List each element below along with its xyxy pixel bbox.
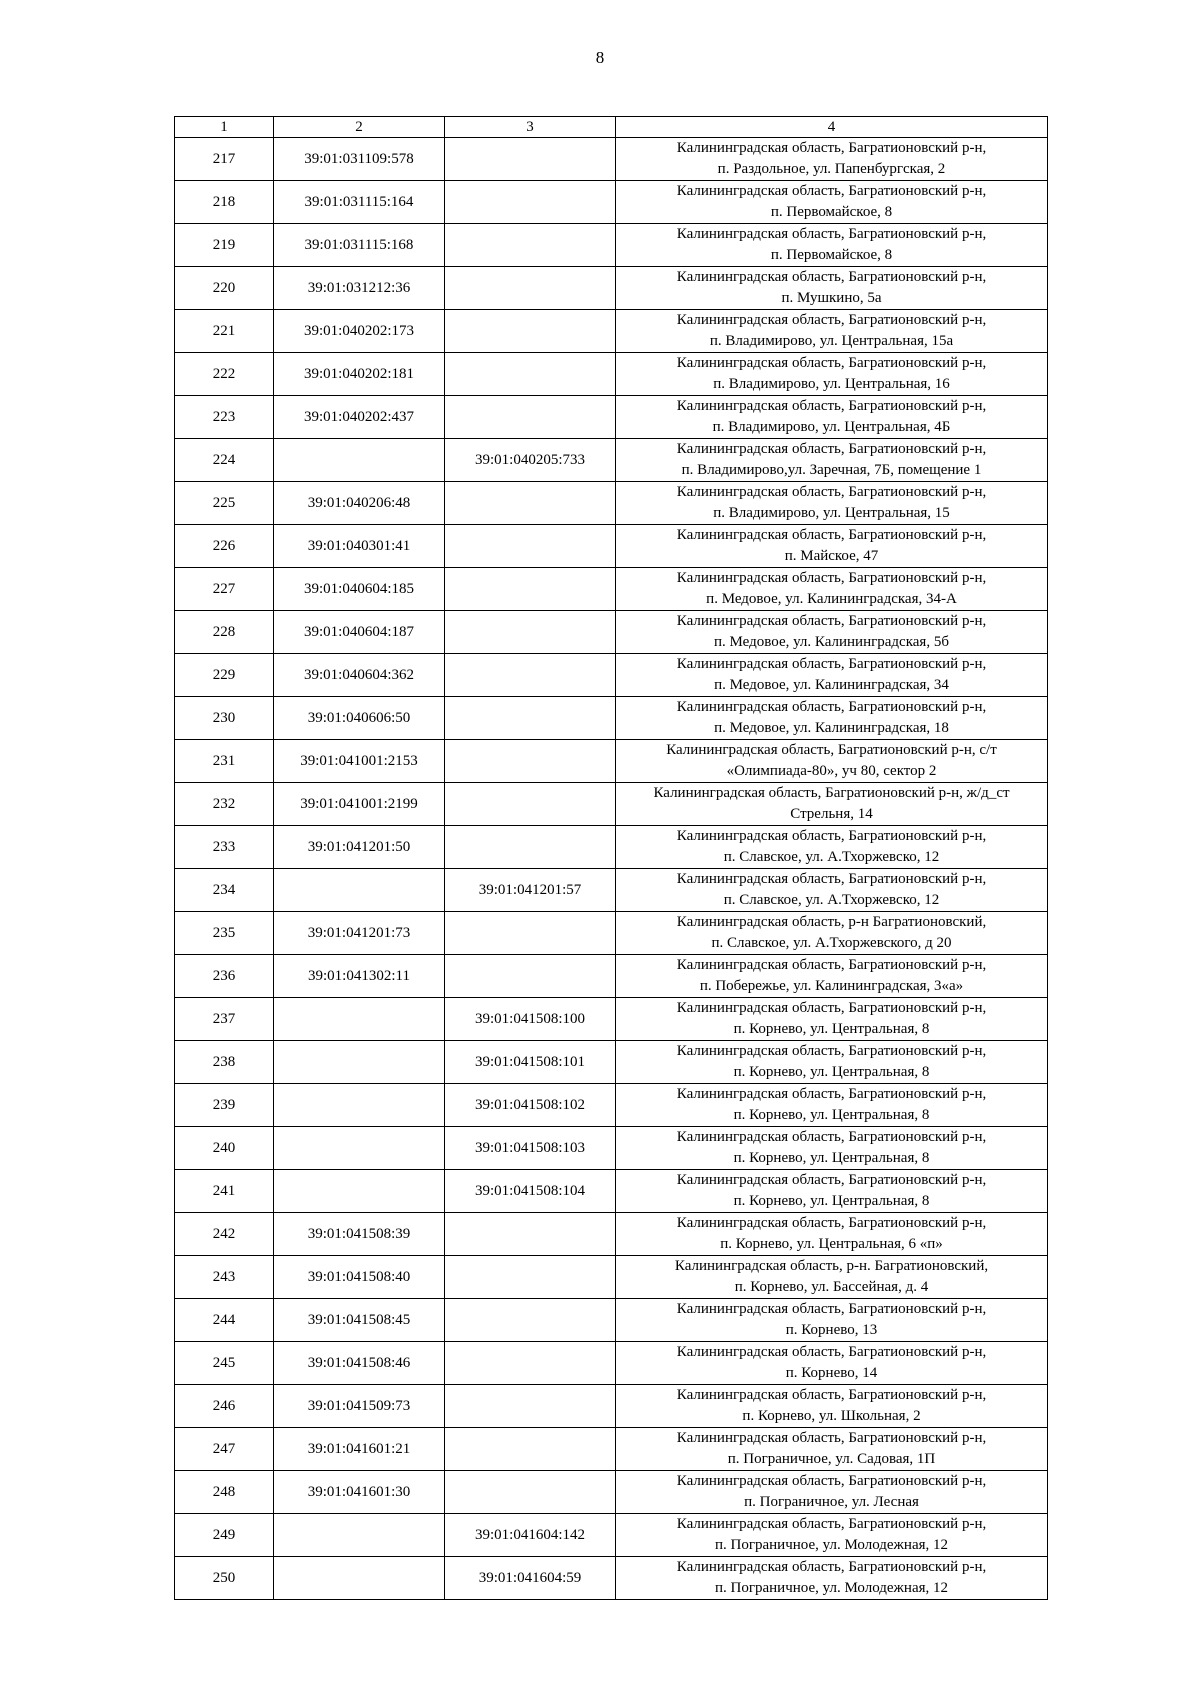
- premises-number-cell: [445, 912, 616, 955]
- table-row: [175, 1471, 1048, 1514]
- address-cell: [616, 181, 1048, 224]
- address-cell: [616, 912, 1048, 955]
- cadastral-number-cell: 39:01:040604:362: [274, 654, 445, 697]
- premises-number-cell: [445, 482, 616, 525]
- row-number-cell: 247: [175, 1428, 274, 1471]
- table-row: [175, 1557, 1048, 1600]
- table-row: [175, 912, 1048, 955]
- cadastral-number-cell: 39:01:040206:48: [274, 482, 445, 525]
- address-cell: [616, 1557, 1048, 1600]
- address-cell: [616, 783, 1048, 826]
- address-line-1: Калининградская область, Багратионовский р-н,: [676, 1516, 987, 1532]
- row-number-cell: 249: [175, 1514, 274, 1557]
- address-line-2: п. Побережье, ул. Калининградская, 3«а»: [699, 978, 964, 994]
- address-line-2: п. Славское, ул. А.Тхоржевского, д 20: [711, 935, 952, 951]
- table-row: [175, 439, 1048, 482]
- row-number-cell: 217: [175, 138, 274, 181]
- address-line-1: Калининградская область, Багратионовский р-н,: [676, 441, 987, 457]
- cadastral-number-cell: [274, 998, 445, 1041]
- cadastral-number-cell: [274, 869, 445, 912]
- table-row: [175, 697, 1048, 740]
- address-cell: [616, 525, 1048, 568]
- cadastral-number-cell: [274, 439, 445, 482]
- row-number-cell: 225: [175, 482, 274, 525]
- row-number-cell: 227: [175, 568, 274, 611]
- address-cell: [616, 1127, 1048, 1170]
- table-row: [175, 1299, 1048, 1342]
- cadastral-number-cell: [274, 1084, 445, 1127]
- table-row: [175, 1170, 1048, 1213]
- table-row: [175, 525, 1048, 568]
- cadastral-number-cell: 39:01:041201:73: [274, 912, 445, 955]
- row-number-cell: 245: [175, 1342, 274, 1385]
- address-line-2: п. Корнево, ул. Центральная, 8: [733, 1064, 930, 1080]
- row-number-cell: 240: [175, 1127, 274, 1170]
- table-row: [175, 869, 1048, 912]
- cadastral-number-cell: [274, 1557, 445, 1600]
- table-row: [175, 783, 1048, 826]
- premises-number-cell: [445, 181, 616, 224]
- address-line-2: п. Корнево, ул. Центральная, 8: [733, 1107, 930, 1123]
- address-cell: [616, 224, 1048, 267]
- premises-number-cell: [445, 697, 616, 740]
- premises-number-cell: [445, 1256, 616, 1299]
- address-line-2: «Олимпиада-80», уч 80, сектор 2: [726, 763, 937, 779]
- premises-number-cell: [445, 1385, 616, 1428]
- address-line-1: Калининградская область, Багратионовский р-н,: [676, 957, 987, 973]
- table-row: [175, 1342, 1048, 1385]
- address-line-1: Калининградская область, р-н. Багратионовский,: [674, 1258, 989, 1274]
- row-number-cell: 232: [175, 783, 274, 826]
- address-line-1: Калининградская область, Багратионовский р-н,: [676, 1559, 987, 1575]
- row-number-cell: 244: [175, 1299, 274, 1342]
- cadastral-number-cell: 39:01:041508:46: [274, 1342, 445, 1385]
- address-line-1: Калининградская область, Багратионовский р-н,: [676, 656, 987, 672]
- address-cell: [616, 1342, 1048, 1385]
- row-number-cell: 246: [175, 1385, 274, 1428]
- address-line-2: п. Медовое, ул. Калининградская, 34-А: [706, 591, 957, 607]
- address-cell: [616, 310, 1048, 353]
- premises-number-cell: [445, 654, 616, 697]
- table-row: [175, 611, 1048, 654]
- cadastral-number-cell: 39:01:041001:2153: [274, 740, 445, 783]
- row-number-cell: 242: [175, 1213, 274, 1256]
- address-line-1: Калининградская область, Багратионовский р-н,: [676, 1000, 987, 1016]
- cadastral-number-cell: [274, 1170, 445, 1213]
- table-row: [175, 740, 1048, 783]
- address-line-2: п. Корнево, ул. Центральная, 8: [733, 1193, 930, 1209]
- cadastral-number-cell: 39:01:041001:2199: [274, 783, 445, 826]
- address-cell: [616, 697, 1048, 740]
- address-line-1: Калининградская область, Багратионовский р-н,: [676, 1086, 987, 1102]
- cadastral-number-cell: 39:01:040604:187: [274, 611, 445, 654]
- row-number-cell: 250: [175, 1557, 274, 1600]
- address-line-2: п. Первомайское, 8: [770, 247, 893, 263]
- address-line-1: Калининградская область, Багратионовский р-н,: [676, 613, 987, 629]
- table-row: [175, 310, 1048, 353]
- address-line-1: Калининградская область, Багратионовский р-н, с/т: [666, 742, 997, 758]
- address-line-1: Калининградская область, Багратионовский р-н,: [676, 226, 987, 242]
- address-cell: [616, 1041, 1048, 1084]
- row-number-cell: 221: [175, 310, 274, 353]
- row-number-cell: 243: [175, 1256, 274, 1299]
- row-number-cell: 218: [175, 181, 274, 224]
- address-line-2: п. Корнево, 13: [785, 1322, 878, 1338]
- address-cell: [616, 1428, 1048, 1471]
- cadastral-number-cell: 39:01:031115:168: [274, 224, 445, 267]
- row-number-cell: 229: [175, 654, 274, 697]
- premises-number-cell: [445, 310, 616, 353]
- address-line-2: п. Корнево, ул. Центральная, 6 «п»: [720, 1236, 943, 1252]
- table-row: [175, 654, 1048, 697]
- address-line-1: Калининградская область, Багратионовский р-н,: [676, 1043, 987, 1059]
- table-row: [175, 482, 1048, 525]
- table-header-row: [175, 117, 1048, 138]
- premises-number-cell: 39:01:041508:102: [445, 1084, 616, 1127]
- premises-number-cell: [445, 353, 616, 396]
- premises-number-cell: [445, 1342, 616, 1385]
- address-line-2: п. Пограничное, ул. Садовая, 1П: [727, 1451, 936, 1467]
- address-line-1: Калининградская область, Багратионовский р-н,: [676, 1473, 987, 1489]
- cadastral-number-cell: 39:01:040202:181: [274, 353, 445, 396]
- column-header: 1: [175, 117, 274, 138]
- premises-number-cell: [445, 396, 616, 439]
- cadastral-number-cell: 39:01:031212:36: [274, 267, 445, 310]
- address-cell: [616, 1084, 1048, 1127]
- row-number-cell: 224: [175, 439, 274, 482]
- premises-number-cell: 39:01:041508:100: [445, 998, 616, 1041]
- address-line-2: п. Пограничное, ул. Молодежная, 12: [714, 1537, 949, 1553]
- address-line-1: Калининградская область, Багратионовский р-н,: [676, 527, 987, 543]
- premises-number-cell: 39:01:041508:104: [445, 1170, 616, 1213]
- address-line-2: п. Владимирово,ул. Заречная, 7Б, помещение 1: [681, 462, 982, 478]
- address-line-1: Калининградская область, Багратионовский р-н,: [676, 1344, 987, 1360]
- cadastral-number-cell: 39:01:040604:185: [274, 568, 445, 611]
- address-cell: [616, 1299, 1048, 1342]
- cadastral-table: [174, 116, 1048, 1600]
- row-number-cell: 238: [175, 1041, 274, 1084]
- premises-number-cell: [445, 525, 616, 568]
- address-line-2: п. Раздольное, ул. Папенбургская, 2: [717, 161, 946, 177]
- premises-number-cell: [445, 1471, 616, 1514]
- table-row: [175, 1514, 1048, 1557]
- address-line-2: Стрельня, 14: [790, 806, 873, 822]
- address-line-1: Калининградская область, Багратионовский р-н,: [676, 699, 987, 715]
- address-line-1: Калининградская область, Багратионовский р-н,: [676, 398, 987, 414]
- address-cell: [616, 998, 1048, 1041]
- address-line-1: Калининградская область, Багратионовский р-н,: [676, 355, 987, 371]
- cadastral-number-cell: 39:01:031109:578: [274, 138, 445, 181]
- cadastral-number-cell: 39:01:041601:21: [274, 1428, 445, 1471]
- address-line-1: Калининградская область, Багратионовский р-н,: [676, 828, 987, 844]
- address-cell: [616, 1256, 1048, 1299]
- address-line-1: Калининградская область, Багратионовский р-н,: [676, 269, 987, 285]
- row-number-cell: 230: [175, 697, 274, 740]
- address-line-2: п. Медовое, ул. Калининградская, 34: [714, 677, 949, 693]
- table-row: [175, 568, 1048, 611]
- address-cell: [616, 439, 1048, 482]
- address-cell: [616, 138, 1048, 181]
- address-line-2: п. Владимирово, ул. Центральная, 4Б: [712, 419, 951, 435]
- address-cell: [616, 482, 1048, 525]
- table-row: [175, 1041, 1048, 1084]
- table-row: [175, 396, 1048, 439]
- premises-number-cell: 39:01:041508:101: [445, 1041, 616, 1084]
- table-row: [175, 826, 1048, 869]
- address-cell: [616, 1385, 1048, 1428]
- address-line-2: п. Корнево, ул. Центральная, 8: [733, 1150, 930, 1166]
- address-line-2: п. Первомайское, 8: [770, 204, 893, 220]
- address-cell: [616, 1471, 1048, 1514]
- cadastral-number-cell: 39:01:041201:50: [274, 826, 445, 869]
- premises-number-cell: [445, 826, 616, 869]
- address-cell: [616, 1213, 1048, 1256]
- row-number-cell: 219: [175, 224, 274, 267]
- page-number: 8: [595, 48, 605, 67]
- table-row: [175, 181, 1048, 224]
- row-number-cell: 237: [175, 998, 274, 1041]
- address-line-2: п. Пограничное, ул. Молодежная, 12: [714, 1580, 949, 1596]
- address-line-2: п. Владимирово, ул. Центральная, 15а: [709, 333, 954, 349]
- row-number-cell: 222: [175, 353, 274, 396]
- cadastral-number-cell: 39:01:031115:164: [274, 181, 445, 224]
- premises-number-cell: [445, 267, 616, 310]
- premises-number-cell: 39:01:040205:733: [445, 439, 616, 482]
- column-header: 3: [445, 117, 616, 138]
- address-cell: [616, 740, 1048, 783]
- address-line-1: Калининградская область, Багратионовский р-н,: [676, 1172, 987, 1188]
- cadastral-number-cell: 39:01:041508:45: [274, 1299, 445, 1342]
- cadastral-number-cell: 39:01:041302:11: [274, 955, 445, 998]
- row-number-cell: 223: [175, 396, 274, 439]
- row-number-cell: 239: [175, 1084, 274, 1127]
- cadastral-number-cell: 39:01:040202:437: [274, 396, 445, 439]
- address-line-2: п. Славское, ул. А.Тхоржевско, 12: [723, 892, 940, 908]
- cadastral-number-cell: [274, 1127, 445, 1170]
- row-number-cell: 231: [175, 740, 274, 783]
- premises-number-cell: 39:01:041508:103: [445, 1127, 616, 1170]
- cadastral-number-cell: 39:01:041508:39: [274, 1213, 445, 1256]
- address-line-1: Калининградская область, Багратионовский р-н,: [676, 183, 987, 199]
- address-line-1: Калининградская область, Багратионовский р-н,: [676, 140, 987, 156]
- table-row: [175, 1084, 1048, 1127]
- address-line-2: п. Майское, 47: [784, 548, 879, 564]
- premises-number-cell: 39:01:041201:57: [445, 869, 616, 912]
- address-line-1: Калининградская область, р-н Багратионовский,: [676, 914, 987, 930]
- cadastral-number-cell: 39:01:040202:173: [274, 310, 445, 353]
- premises-number-cell: [445, 1299, 616, 1342]
- table-row: [175, 267, 1048, 310]
- address-line-2: п. Медовое, ул. Калининградская, 18: [714, 720, 949, 736]
- premises-number-cell: [445, 138, 616, 181]
- column-header: 2: [274, 117, 445, 138]
- premises-number-cell: [445, 1428, 616, 1471]
- address-line-1: Калининградская область, Багратионовский р-н,: [676, 871, 987, 887]
- row-number-cell: 241: [175, 1170, 274, 1213]
- column-header: 4: [616, 117, 1048, 138]
- table-row: [175, 1127, 1048, 1170]
- row-number-cell: 248: [175, 1471, 274, 1514]
- address-line-2: п. Владимирово, ул. Центральная, 16: [713, 376, 950, 392]
- cadastral-number-cell: [274, 1041, 445, 1084]
- address-line-1: Калининградская область, Багратионовский р-н,: [676, 1215, 987, 1231]
- address-cell: [616, 869, 1048, 912]
- row-number-cell: 235: [175, 912, 274, 955]
- address-line-2: п. Корнево, ул. Бассейная, д. 4: [734, 1279, 929, 1295]
- cadastral-number-cell: [274, 1514, 445, 1557]
- premises-number-cell: [445, 740, 616, 783]
- cadastral-number-cell: 39:01:041508:40: [274, 1256, 445, 1299]
- cadastral-number-cell: 39:01:040606:50: [274, 697, 445, 740]
- table-row: [175, 998, 1048, 1041]
- table-row: [175, 1256, 1048, 1299]
- address-line-2: п. Корнево, ул. Школьная, 2: [742, 1408, 921, 1424]
- address-line-1: Калининградская область, Багратионовский р-н,: [676, 1387, 987, 1403]
- row-number-cell: 233: [175, 826, 274, 869]
- address-line-2: п. Корнево, ул. Центральная, 8: [733, 1021, 930, 1037]
- table-row: [175, 1428, 1048, 1471]
- address-line-1: Калининградская область, Багратионовский р-н,: [676, 312, 987, 328]
- address-cell: [616, 955, 1048, 998]
- address-line-1: Калининградская область, Багратионовский р-н, ж/д_ст: [653, 785, 1010, 801]
- address-cell: [616, 1170, 1048, 1213]
- premises-number-cell: 39:01:041604:59: [445, 1557, 616, 1600]
- address-cell: [616, 568, 1048, 611]
- row-number-cell: 234: [175, 869, 274, 912]
- premises-number-cell: [445, 955, 616, 998]
- address-cell: [616, 353, 1048, 396]
- table-row: [175, 955, 1048, 998]
- address-cell: [616, 611, 1048, 654]
- row-number-cell: 236: [175, 955, 274, 998]
- premises-number-cell: [445, 1213, 616, 1256]
- address-cell: [616, 654, 1048, 697]
- table-row: [175, 1385, 1048, 1428]
- address-line-2: п. Славское, ул. А.Тхоржевско, 12: [723, 849, 940, 865]
- cadastral-number-cell: 39:01:041509:73: [274, 1385, 445, 1428]
- address-line-1: Калининградская область, Багратионовский р-н,: [676, 570, 987, 586]
- premises-number-cell: 39:01:041604:142: [445, 1514, 616, 1557]
- table-row: [175, 224, 1048, 267]
- premises-number-cell: [445, 568, 616, 611]
- address-line-1: Калининградская область, Багратионовский р-н,: [676, 484, 987, 500]
- cadastral-number-cell: 39:01:041601:30: [274, 1471, 445, 1514]
- address-cell: [616, 1514, 1048, 1557]
- address-line-2: п. Владимирово, ул. Центральная, 15: [713, 505, 950, 521]
- address-cell: [616, 826, 1048, 869]
- row-number-cell: 228: [175, 611, 274, 654]
- cadastral-number-cell: 39:01:040301:41: [274, 525, 445, 568]
- address-line-1: Калининградская область, Багратионовский р-н,: [676, 1129, 987, 1145]
- table-row: [175, 1213, 1048, 1256]
- address-cell: [616, 396, 1048, 439]
- address-line-2: п. Медовое, ул. Калининградская, 5б: [714, 634, 949, 650]
- address-cell: [616, 267, 1048, 310]
- premises-number-cell: [445, 611, 616, 654]
- address-line-2: п. Пограничное, ул. Лесная: [744, 1494, 919, 1510]
- table-row: [175, 353, 1048, 396]
- address-line-2: п. Мушкино, 5а: [781, 290, 882, 306]
- address-line-1: Калининградская область, Багратионовский р-н,: [676, 1430, 987, 1446]
- address-line-2: п. Корнево, 14: [785, 1365, 878, 1381]
- premises-number-cell: [445, 224, 616, 267]
- row-number-cell: 226: [175, 525, 274, 568]
- premises-number-cell: [445, 783, 616, 826]
- table-row: [175, 138, 1048, 181]
- row-number-cell: 220: [175, 267, 274, 310]
- address-line-1: Калининградская область, Багратионовский р-н,: [676, 1301, 987, 1317]
